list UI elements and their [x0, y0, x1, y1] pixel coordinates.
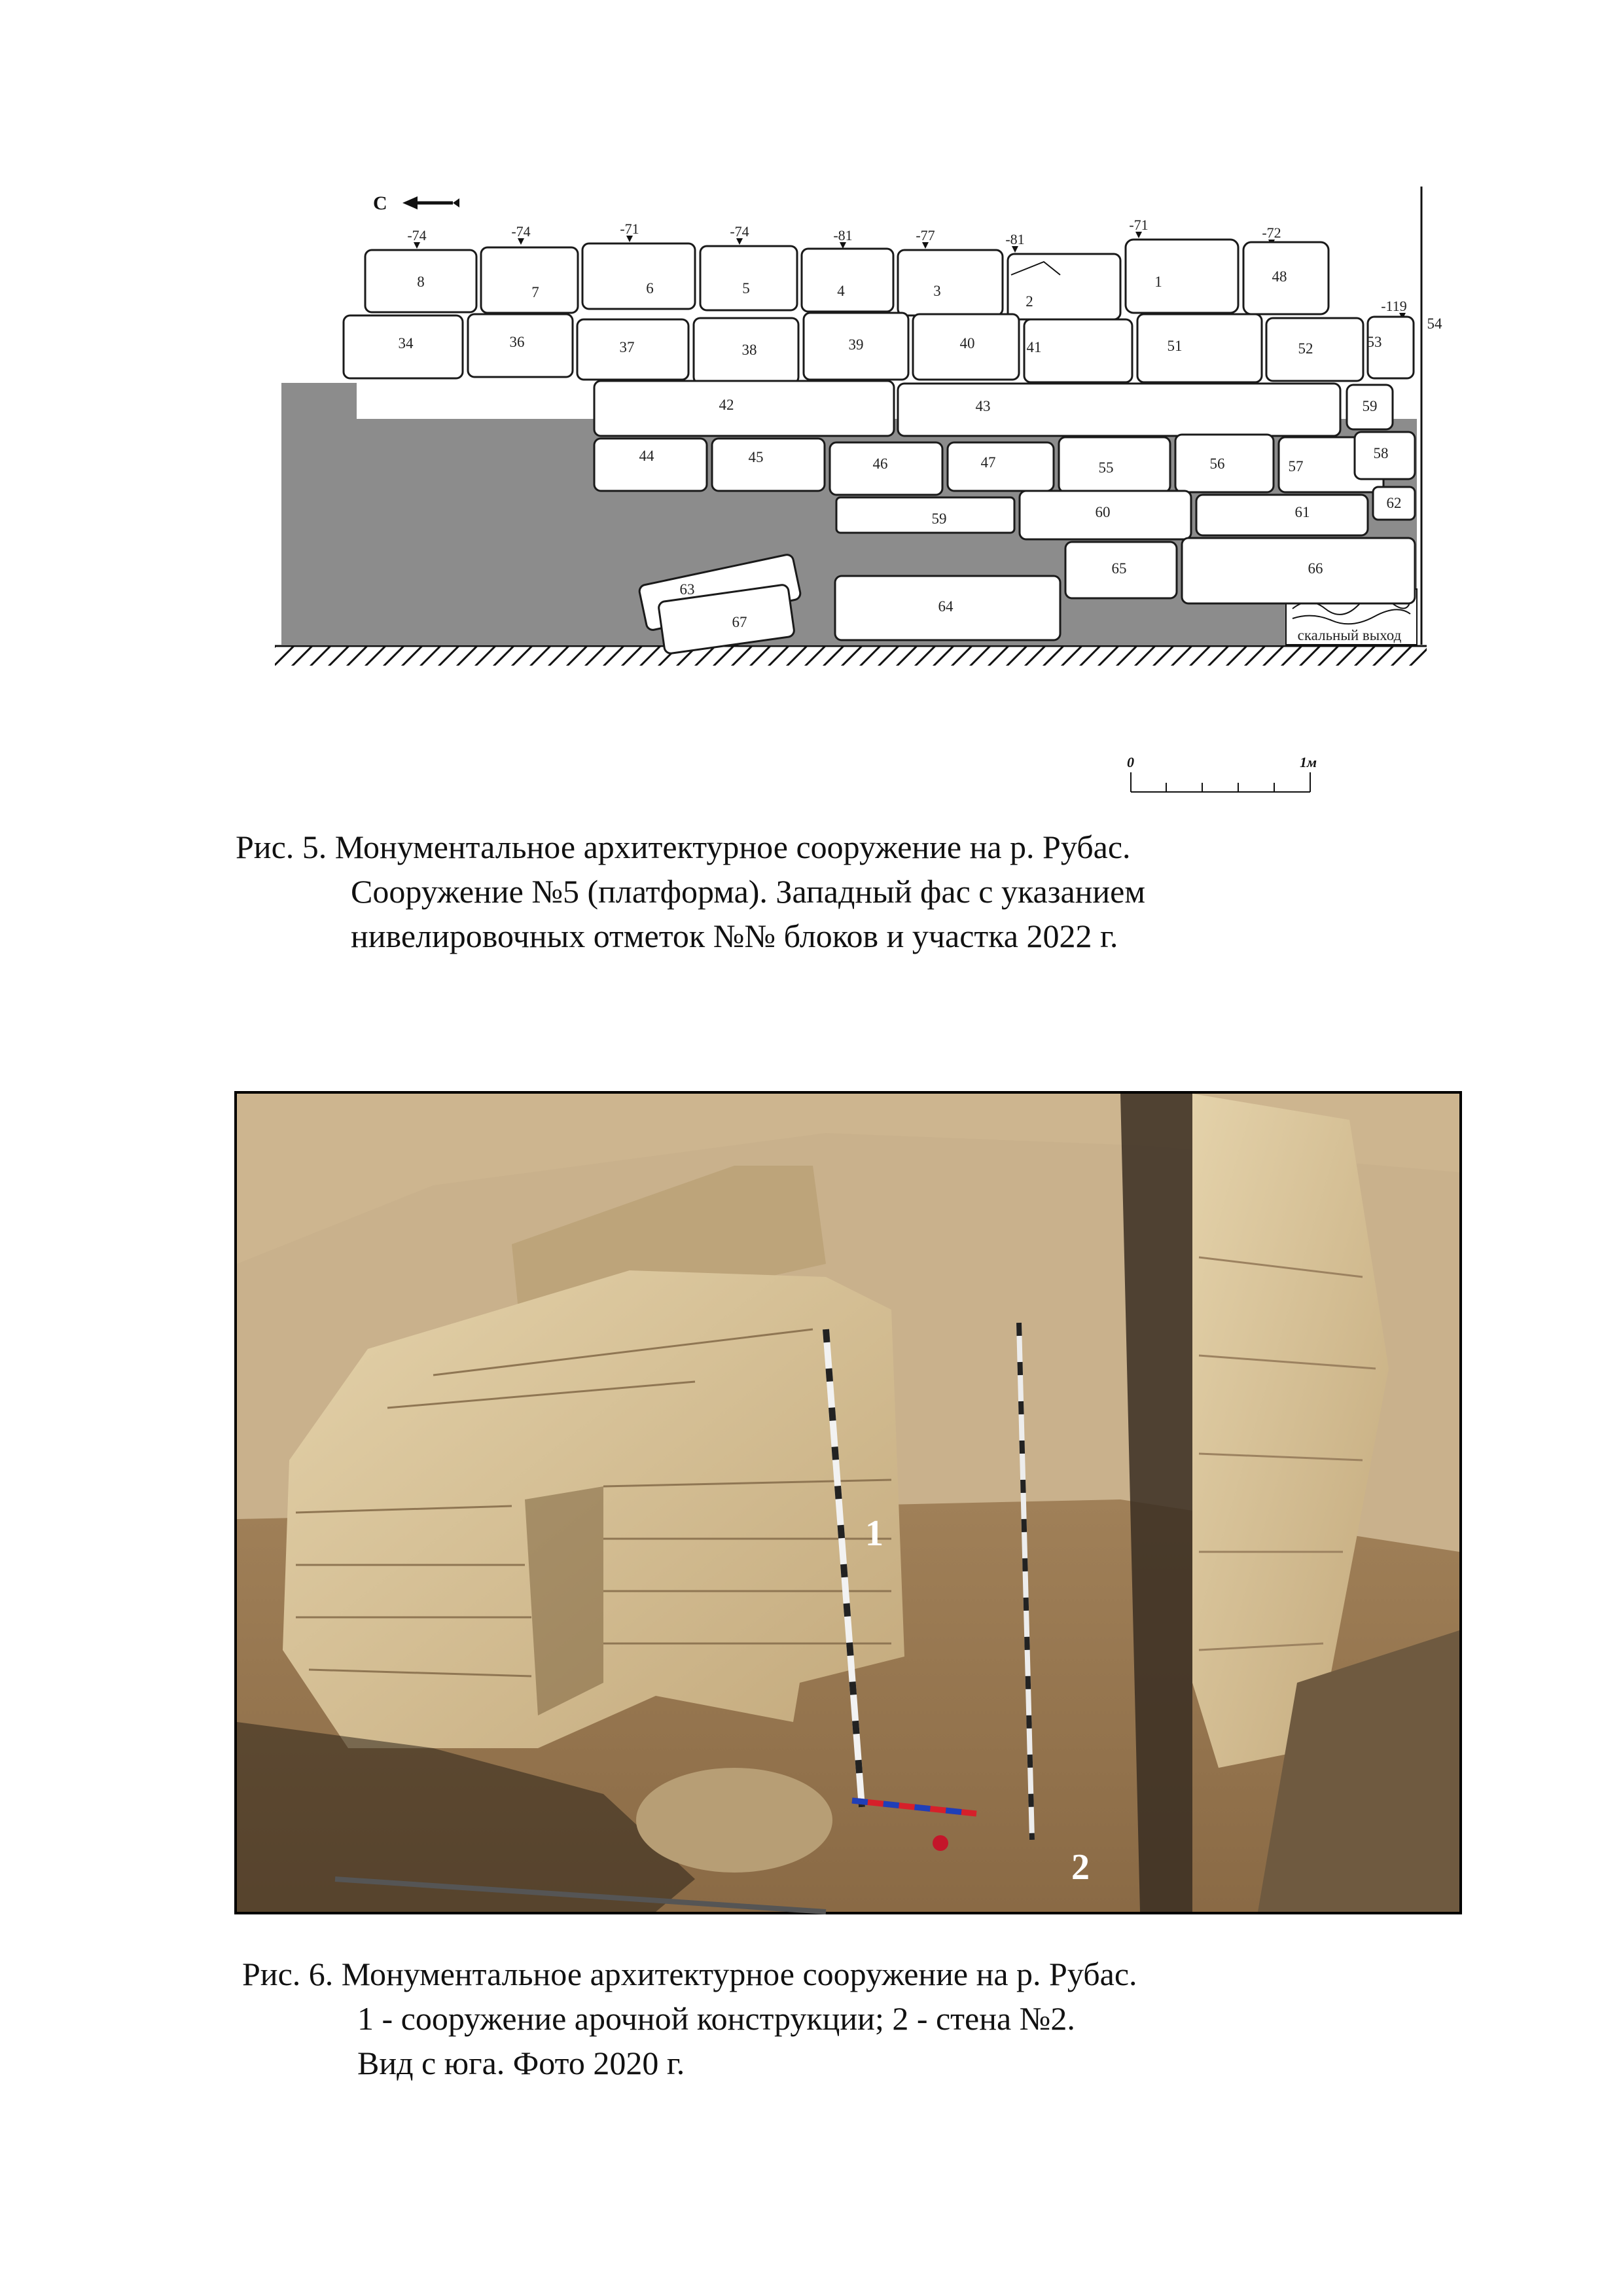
scale-zero-label: 0: [1127, 754, 1134, 770]
svg-text:39: 39: [848, 336, 864, 353]
block-row-1: [365, 240, 1329, 319]
caption-line: Рис. 6. Монументальное архитектурное сооружение на р. Рубас.: [242, 1956, 1137, 1992]
svg-text:47: 47: [980, 454, 996, 471]
svg-text:62: 62: [1386, 495, 1402, 511]
svg-text:59: 59: [1362, 398, 1378, 414]
svg-text:-81: -81: [1005, 231, 1025, 247]
svg-text:63: 63: [679, 581, 695, 598]
svg-text:54: 54: [1427, 315, 1442, 332]
svg-text:-74: -74: [407, 227, 427, 243]
svg-text:46: 46: [872, 456, 888, 472]
svg-text:66: 66: [1308, 560, 1323, 577]
svg-text:67: 67: [732, 614, 747, 630]
svg-text:48: 48: [1272, 268, 1287, 285]
block-row-3: [594, 381, 1393, 436]
block-row-6: [1065, 538, 1415, 603]
svg-text:36: 36: [509, 334, 525, 350]
ground-hatching: [275, 646, 1427, 666]
rock-outcrop-label: скальный выход: [1297, 627, 1402, 643]
svg-text:-77: -77: [916, 227, 935, 243]
svg-text:56: 56: [1209, 456, 1225, 472]
svg-text:61: 61: [1294, 504, 1310, 520]
svg-text:6: 6: [646, 280, 654, 296]
caption-line: Сооружение №5 (платформа). Западный фас с указанием: [351, 873, 1145, 910]
svg-text:60: 60: [1095, 504, 1111, 520]
photo-label-2: 2: [1071, 1847, 1090, 1888]
svg-text:53: 53: [1366, 334, 1382, 350]
svg-text:37: 37: [619, 339, 635, 355]
svg-text:44: 44: [639, 448, 654, 464]
svg-text:-81: -81: [833, 227, 853, 243]
svg-text:38: 38: [741, 342, 757, 358]
svg-text:52: 52: [1298, 340, 1313, 357]
excavation-photo: [234, 1091, 1462, 1914]
scale-end-label: 1м: [1300, 754, 1317, 770]
svg-text:-71: -71: [1129, 217, 1149, 233]
elevation-drawing: [268, 177, 1442, 687]
figure-6-caption: [242, 1952, 1137, 2085]
svg-text:-74: -74: [730, 223, 749, 240]
svg-text:-74: -74: [511, 223, 531, 240]
svg-text:51: 51: [1167, 338, 1183, 354]
photo-label-1: 1: [865, 1513, 883, 1554]
svg-text:3: 3: [933, 283, 941, 299]
svg-text:8: 8: [417, 274, 425, 290]
caption-line: 1 - сооружение арочной конструкции; 2 - стена №2.: [357, 2000, 1075, 2037]
svg-text:59: 59: [931, 511, 947, 527]
svg-text:2: 2: [1026, 293, 1033, 310]
svg-text:34: 34: [398, 335, 414, 351]
caption-line: Вид с юга. Фото 2020 г.: [357, 2045, 685, 2081]
caption-line: нивелировочных отметок №№ блоков и участка 2022 г.: [351, 918, 1118, 954]
scale-bar: [1113, 746, 1335, 812]
svg-text:64: 64: [938, 598, 954, 615]
svg-text:4: 4: [837, 283, 845, 299]
caption-line: Рис. 5. Монументальное архитектурное сооружение на р. Рубас.: [236, 829, 1131, 865]
svg-text:-72: -72: [1262, 224, 1281, 241]
svg-text:5: 5: [742, 280, 750, 296]
svg-text:40: 40: [959, 335, 975, 351]
block-row-2: [344, 313, 1442, 384]
figure-5-caption: [236, 825, 1145, 958]
svg-text:7: 7: [531, 284, 539, 300]
north-arrow-icon: [402, 196, 459, 209]
svg-text:-119: -119: [1381, 298, 1407, 314]
svg-text:57: 57: [1288, 458, 1304, 475]
svg-text:-71: -71: [620, 221, 639, 237]
svg-text:65: 65: [1111, 560, 1127, 577]
svg-text:58: 58: [1373, 445, 1389, 461]
svg-text:1: 1: [1154, 274, 1162, 290]
north-label: С: [373, 192, 387, 214]
svg-text:41: 41: [1026, 339, 1042, 355]
svg-text:55: 55: [1098, 459, 1114, 476]
svg-text:42: 42: [719, 397, 734, 413]
svg-text:45: 45: [748, 449, 764, 465]
svg-text:43: 43: [975, 398, 991, 414]
